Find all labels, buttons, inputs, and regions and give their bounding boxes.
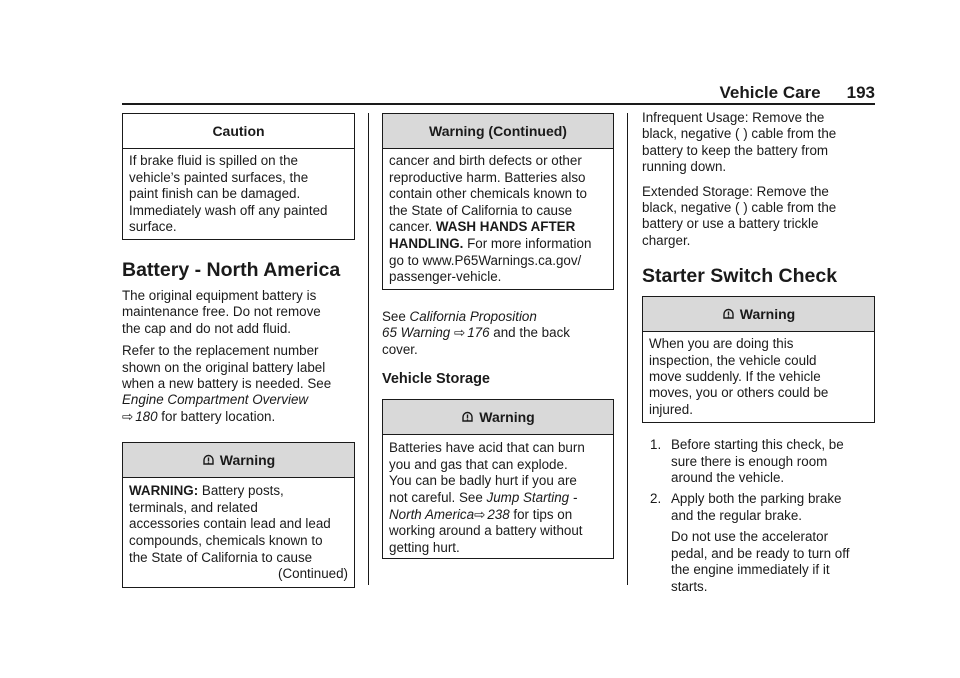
step-number: 2. bbox=[650, 491, 662, 507]
xref-65-warning[interactable]: 65 Warning bbox=[382, 325, 451, 341]
xref-page-176[interactable]: 176 bbox=[467, 325, 490, 341]
warning-title: Warning bbox=[739, 306, 796, 323]
infrequent-usage-paragraph bbox=[642, 110, 875, 176]
text-line: shown on the original battery label bbox=[122, 359, 326, 375]
warning-triangle-icon bbox=[202, 454, 215, 468]
warning-title: Warning bbox=[219, 452, 276, 469]
text-line: cover. bbox=[382, 341, 418, 357]
battery-paragraph-2 bbox=[122, 343, 355, 425]
text-line: starts. bbox=[671, 578, 708, 594]
page-arrow-icon: ⇨ bbox=[453, 325, 466, 341]
warning-line: you and gas that can explode. bbox=[389, 456, 568, 472]
caution-box bbox=[122, 113, 355, 240]
warning-line: the State of California to cause bbox=[389, 202, 573, 218]
column-3 bbox=[642, 110, 875, 595]
column-1 bbox=[122, 113, 355, 588]
warning-starter-body bbox=[643, 332, 874, 424]
text-line: Extended Storage: Remove the bbox=[642, 183, 829, 199]
warning-line: accessories contain lead and lead bbox=[129, 516, 331, 532]
text-line: and the regular brake. bbox=[671, 507, 803, 523]
caution-line: If brake fluid is spilled on the bbox=[129, 153, 298, 168]
warning-storage-body bbox=[383, 435, 613, 562]
continued-note: (Continued) bbox=[278, 566, 348, 582]
warning-box-storage bbox=[382, 399, 614, 559]
xref-engine-compartment[interactable]: Engine Compartment Overview bbox=[122, 392, 309, 408]
text-line: Refer to the replacement number bbox=[122, 343, 319, 359]
caution-line: surface. bbox=[129, 219, 177, 235]
step-number: 1. bbox=[650, 437, 662, 453]
warning-title-bar bbox=[383, 400, 613, 435]
battery-heading: Battery - North America bbox=[122, 259, 341, 281]
text-line: around the vehicle. bbox=[671, 470, 785, 486]
vehicle-storage-heading: Vehicle Storage bbox=[382, 371, 490, 388]
page-arrow-icon: ⇨ bbox=[474, 506, 486, 522]
warning-line: the State of California to cause bbox=[129, 549, 313, 565]
text-fragment: Battery posts, bbox=[198, 483, 284, 499]
text-fragment: for battery location. bbox=[157, 408, 276, 424]
text-line: battery or use a battery trickle bbox=[642, 216, 819, 232]
text-line: Infrequent Usage: Remove the bbox=[642, 110, 825, 125]
warning-title-bar bbox=[123, 443, 354, 478]
text-line: battery to keep the battery from bbox=[642, 142, 829, 158]
text-line: running down. bbox=[642, 159, 727, 175]
warning-body bbox=[123, 478, 354, 589]
warning-box-lead bbox=[122, 442, 355, 588]
text-fragment: and the back bbox=[489, 325, 570, 341]
warning-title-bar bbox=[643, 297, 874, 332]
text-line: Before starting this check, be bbox=[671, 437, 844, 453]
warning-line: move suddenly. If the vehicle bbox=[649, 369, 821, 385]
text-line: when a new battery is needed. See bbox=[122, 376, 332, 392]
column-divider-2 bbox=[627, 113, 628, 585]
xref-page-238[interactable]: 238 bbox=[487, 506, 510, 522]
warning-line: passenger-vehicle. bbox=[389, 269, 502, 285]
step-2-note bbox=[642, 529, 875, 595]
warning-line: compounds, chemicals known to bbox=[129, 533, 323, 549]
caution-line: Immediately wash off any painted bbox=[129, 202, 328, 218]
warning-triangle-icon bbox=[461, 411, 474, 425]
text-line: Apply both the parking brake bbox=[671, 491, 842, 507]
warning-triangle-icon bbox=[722, 308, 735, 322]
section-title: Vehicle Care bbox=[719, 83, 821, 102]
column-2 bbox=[382, 113, 614, 559]
warning-line: terminals, and related bbox=[129, 499, 258, 515]
starter-steps-list bbox=[642, 437, 875, 524]
warning-box-starter bbox=[642, 296, 875, 423]
warning-continued-title: Warning (Continued) bbox=[383, 114, 613, 149]
warning-bold-text: HANDLING. bbox=[389, 235, 464, 251]
caution-body bbox=[123, 149, 354, 242]
xref-california-proposition[interactable]: California Proposition bbox=[409, 309, 537, 324]
text-fragment: For more information bbox=[463, 235, 592, 251]
warning-line: working around a battery without bbox=[389, 523, 583, 539]
text-line: charger. bbox=[642, 232, 691, 248]
page-header bbox=[122, 84, 875, 102]
warning-line: getting hurt. bbox=[389, 539, 460, 555]
header-rule bbox=[122, 103, 875, 105]
warning-bold-text: WASH HANDS AFTER bbox=[435, 219, 576, 235]
extended-storage-paragraph bbox=[642, 184, 875, 250]
text-line: the engine immediately if it bbox=[671, 562, 830, 578]
xref-page-180[interactable]: 180 bbox=[135, 408, 158, 424]
text-line: black, negative ( ) cable from the bbox=[642, 126, 837, 142]
xref-north-america[interactable]: North America bbox=[389, 506, 475, 522]
list-item bbox=[642, 491, 875, 524]
warning-line: inspection, the vehicle could bbox=[649, 352, 817, 368]
text-line: pedal, and be ready to turn off bbox=[671, 545, 850, 561]
text-fragment: not careful. See bbox=[389, 490, 487, 505]
warning-bold-lead: WARNING: bbox=[129, 483, 199, 499]
text-line: black, negative ( ) cable from the bbox=[642, 200, 837, 216]
warning-line: contain other chemicals known to bbox=[389, 186, 587, 202]
page-arrow-icon: ⇨ bbox=[122, 408, 134, 424]
warning-line: Batteries have acid that can burn bbox=[389, 440, 585, 456]
text-line: The original equipment battery is bbox=[122, 288, 317, 303]
battery-paragraph-1 bbox=[122, 288, 355, 337]
warning-line: When you are doing this bbox=[649, 336, 794, 352]
warning-line: injured. bbox=[649, 401, 693, 417]
see-proposition-paragraph bbox=[382, 309, 614, 358]
caution-line: vehicle’s painted surfaces, the bbox=[129, 169, 309, 185]
warning-line: reproductive harm. Batteries also bbox=[389, 169, 586, 185]
text-line: the cap and do not add fluid. bbox=[122, 320, 292, 336]
warning-line: moves, you or others could be bbox=[649, 385, 829, 401]
column-divider-1 bbox=[368, 113, 369, 585]
text-line: maintenance free. Do not remove bbox=[122, 304, 321, 320]
starter-switch-heading: Starter Switch Check bbox=[642, 265, 838, 288]
warning-title: Warning bbox=[479, 409, 535, 426]
warning-box-continued bbox=[382, 113, 614, 290]
warning-line: cancer and birth defects or other bbox=[389, 153, 582, 168]
warning-line: go to www.P65Warnings.ca.gov/ bbox=[389, 252, 582, 268]
text-fragment: cancer. bbox=[389, 219, 436, 235]
caution-line: paint finish can be damaged. bbox=[129, 186, 301, 202]
text-line: sure there is enough room bbox=[671, 453, 828, 469]
text-fragment: See bbox=[382, 309, 410, 324]
xref-jump-starting[interactable]: Jump Starting - bbox=[486, 490, 578, 505]
text-fragment: for tips on bbox=[509, 506, 573, 522]
text-line: Do not use the accelerator bbox=[671, 529, 829, 545]
caution-title: Caution bbox=[123, 114, 354, 149]
warning-continued-body bbox=[383, 149, 613, 292]
page-number: 193 bbox=[846, 83, 875, 102]
warning-line: You can be badly hurt if you are bbox=[389, 473, 577, 489]
list-item bbox=[642, 437, 875, 486]
